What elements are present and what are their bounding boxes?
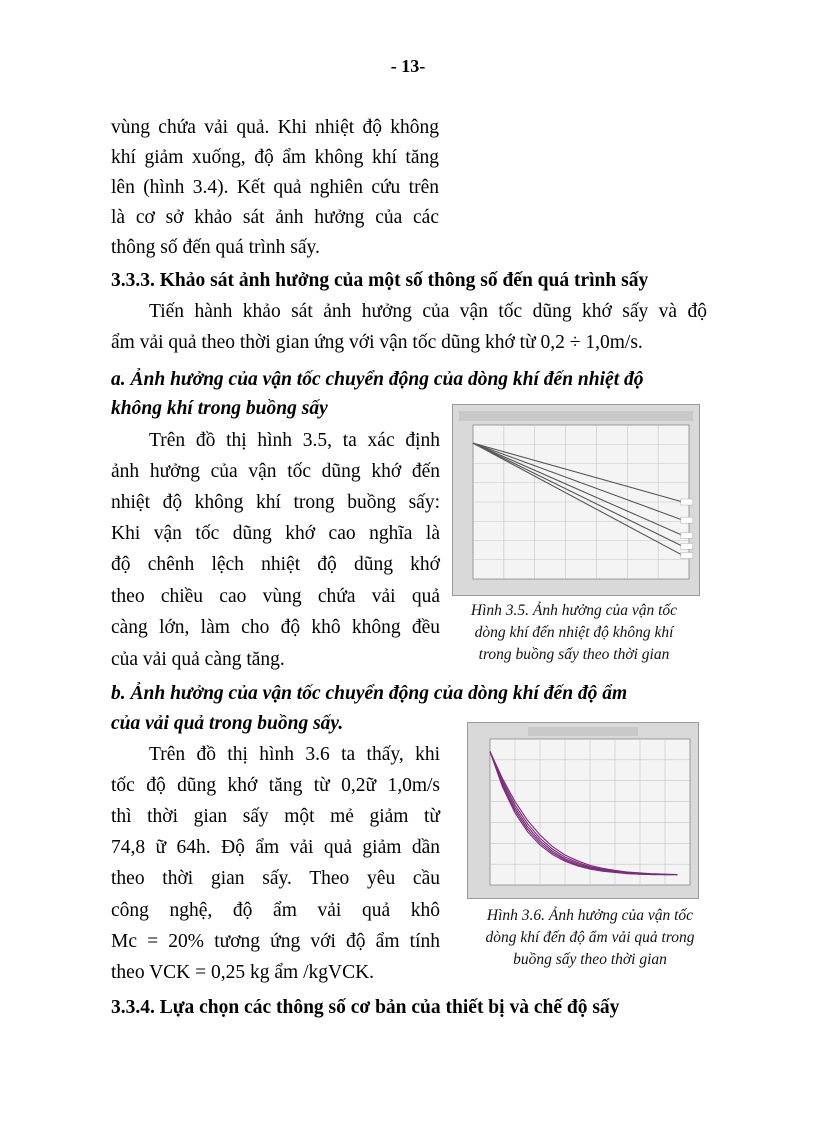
caption-line: dòng khí đến nhiệt độ không khí <box>474 624 674 641</box>
text-line: lên (hình 3.4). Kết quả nghiên cứu trên <box>111 177 439 198</box>
caption-line: Hình 3.5. Ảnh hưởng của vận tốc <box>470 602 678 619</box>
text-line: nhiệt độ không khí trong buồng sấy: <box>111 492 440 513</box>
section-heading-334: 3.3.4. Lựa chọn các thông số cơ bản của thiết bị và chế độ sấy <box>111 997 620 1018</box>
text-line: khí giảm xuống, độ ẩm không khí tăng <box>111 147 439 168</box>
text-line: Khi vận tốc dũng khớ cao nghĩa là <box>111 523 440 544</box>
text-line: thì thời gian sấy một mẻ giảm từ <box>111 806 440 827</box>
figure-3-6-caption <box>466 905 714 971</box>
text-line: độ chênh lệch nhiệt độ dũng khớ <box>111 554 440 575</box>
caption-line: buồng sấy theo thời gian <box>513 951 667 968</box>
text-line: theo chiều cao vùng chứa vải quả <box>111 586 440 607</box>
subheading-a-cont: không khí trong buồng sấy <box>111 398 328 419</box>
text-line: 74,8 ữ 64h. Độ ẩm vải quả giảm dần <box>111 837 440 858</box>
chart-moisture-vs-time <box>468 723 698 898</box>
caption-line: trong buồng sấy theo thời gian <box>478 646 670 663</box>
text-line: thông số đến quá trình sấy. <box>111 237 320 258</box>
series-end-label <box>681 517 693 523</box>
series-end-label <box>681 533 693 539</box>
page-number: - 13- <box>390 56 426 76</box>
series-end-label <box>681 543 693 549</box>
text-line: ẩm vải quả theo thời gian ứng với vận tốc dũng khớ từ 0,2 ÷ 1,0m/s. <box>111 332 643 353</box>
caption-line: Hình 3.6. Ảnh hưởng của vận tốc <box>486 907 694 924</box>
subheading-b-cont: của vải quả trong buồng sấy. <box>111 713 344 734</box>
chart-temperature-vs-time <box>453 405 699 595</box>
series-end-label <box>681 499 693 505</box>
text-line: Tiến hành khảo sát ảnh hưởng của vận tốc dũng khớ sấy và độ <box>149 301 707 322</box>
text-line: của vải quả càng tăng. <box>111 649 285 670</box>
text-line: tốc độ dũng khớ tăng từ 0,2ữ 1,0m/s <box>111 775 440 796</box>
text-line: là cơ sở khảo sát ảnh hưởng của các <box>111 207 439 228</box>
series-end-label <box>681 552 693 558</box>
subheading-b: b. Ảnh hưởng của vận tốc chuyển động của dòng khí đến độ ẩm <box>111 683 628 704</box>
text-line: theo thời gian sấy. Theo yêu cầu <box>111 868 440 889</box>
chart-title-area <box>528 727 638 736</box>
text-line: Trên đồ thị hình 3.6 ta thấy, khi <box>149 744 440 765</box>
subheading-a: a. Ảnh hưởng của vận tốc chuyển động của dòng khí đến nhiệt độ <box>111 369 644 390</box>
figure-3-5-caption <box>448 600 700 666</box>
figure-3-5 <box>452 404 700 596</box>
text-line: càng lớn, làm cho độ khô không đều <box>111 617 440 638</box>
text-line: vùng chứa vải quả. Khi nhiệt độ không <box>111 117 439 138</box>
text-line: Mc = 20% tương ứng với độ ẩm tính <box>111 931 440 952</box>
section-heading-333: 3.3.3. Khảo sát ảnh hưởng của một số thông số đến quá trình sấy <box>111 270 649 291</box>
text-line: ảnh hưởng của vận tốc dũng khớ đến <box>111 461 440 482</box>
text-line: công nghệ, độ ẩm vải quả khô <box>111 900 440 921</box>
caption-line: dòng khí đến độ ẩm vải quả trong <box>485 929 695 946</box>
figure-3-6 <box>467 722 699 899</box>
text-line: theo VCK = 0,25 kg ẩm /kgVCK. <box>111 962 375 983</box>
chart-title-area <box>459 411 693 421</box>
text-line: Trên đồ thị hình 3.5, ta xác định <box>149 430 440 451</box>
